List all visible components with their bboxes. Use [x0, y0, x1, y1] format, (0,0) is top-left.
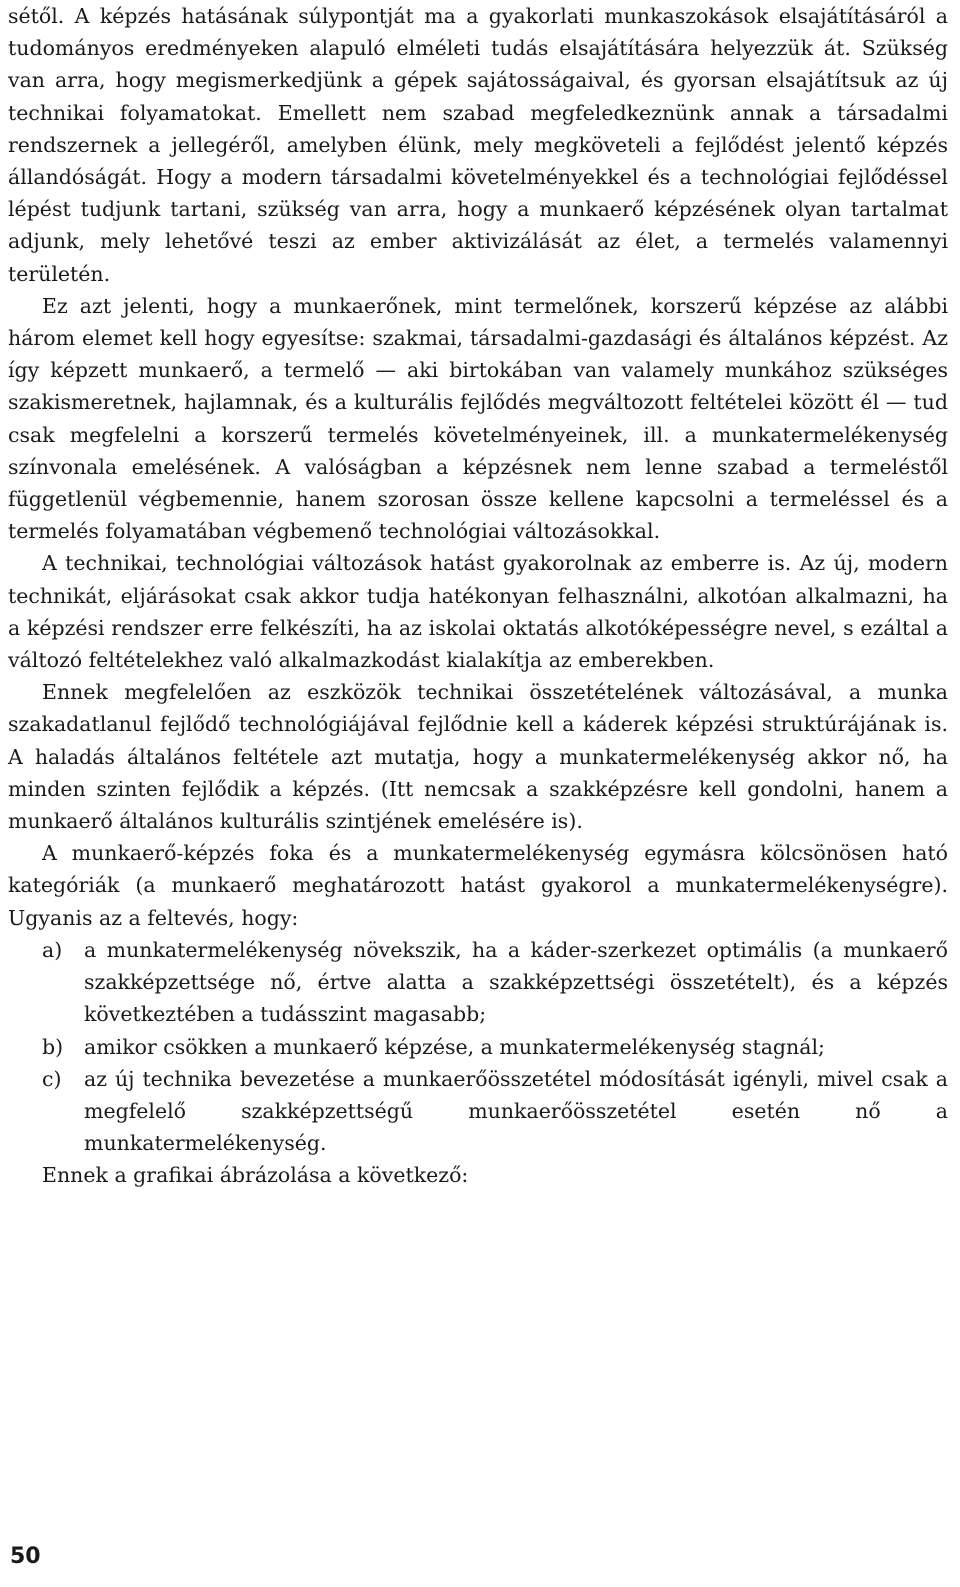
list-item-text: amikor csökken a munkaerő képzése, a munkatermelékenység stagnál; [84, 1034, 825, 1059]
closing-line: Ennek a grafikai ábrázolása a következő: [42, 1163, 469, 1188]
list-marker: b) [42, 1034, 64, 1059]
paragraph-5: A munkaerő-képzés foka és a munkatermelékenység egymásra kölcsönösen ható kategóriák (a munkaerő meghatározott hatást gyakorol a munkatermelékenységre). Ugyanis az a feltevés, hogy: [8, 841, 948, 930]
list-marker: c) [42, 1066, 62, 1091]
paragraph-4: Ennek megfelelően az eszközök technikai összetételének változásával, a munka szakadatlanul fejlődő technológiájával fejlődnie kell a káderek képzési struktúrájának is. A haladás általános feltétele azt mutatja, hogy a munkatermelékenység akkor nő, ha minden szinten fejlődik a képzés. (Itt nemcsak a szakképzésre kell gondolni, hanem a munkaerő általános kulturális szintjének emelésére is). [8, 680, 948, 834]
paragraph-1: sétől. A képzés hatásának súlypontját ma a gyakorlati munkaszokások elsajátításáról a tudományos eredményeken alapuló elméleti tudás elsajátítására helyezzük át. Szükség van arra, hogy megismerkedjünk a gépek sajátosságaival, és gyorsan elsajátítsuk az új technikai folyamatokat. Emellett nem szabad megfeledkeznünk annak a társadalmi rendszernek a jellegéről, amelyben élünk, mely megköveteli a fejlődést jelentő képzés állandóságát. Hogy a modern társadalmi követelményekkel és a technológiai fejlődéssel lépést tudjunk tartani, szükség van arra, hogy a munkaerő képzésének olyan tartalmat adjunk, mely lehetővé teszi az ember aktivizálását az élet, a termelés valamennyi területén. [8, 4, 948, 286]
list-item-a [8, 934, 948, 1031]
page-number: 50 [10, 1544, 41, 1569]
paragraph-2: Ez azt jelenti, hogy a munkaerőnek, mint termelőnek, korszerű képzése az alábbi három elemet kell hogy egyesítse: szakmai, társadalmi-gazdasági és általános képzést. Az így képzett munkaerő, a termelő — aki birtokában van valamely munkához szükséges szakismeretnek, hajlamnak, és a kulturális fejlődés megváltozott feltételei között él — tud csak megfelelni a korszerű termelés követelményeinek, ill. a munkatermelékenység színvonala emelésének. A valóságban a képzésnek nem lenne szabad a termeléstől függetlenül végbemennie, hanem szorosan össze kellene kapcsolni a termeléssel és a termelés folyamatában végbemenő technológiai változásokkal. [8, 293, 948, 544]
list-item-c [8, 1063, 948, 1160]
paragraph-3: A technikai, technológiai változások hatást gyakorolnak az emberre is. Az új, modern technikát, eljárásokat csak akkor tudja hatékonyan felhasználni, alkotóan alkalmazni, ha a képzési rendszer erre felkészíti, ha az iskolai oktatás alkotóképességre nevel, s ezáltal a változó feltételekhez való alkalmazkodást kialakítja az emberekben. [8, 551, 948, 673]
list-item-text: az új technika bevezetése a munkaerőösszetétel módosítását igényli, mivel csak a megfelelő szakképzettségű munkaerőösszetétel esetén nő a munkatermelékenység. [84, 1066, 948, 1156]
list-marker: a) [42, 937, 63, 962]
conditions-list [8, 934, 948, 1159]
list-item-b [8, 1031, 948, 1063]
page-body [8, 0, 948, 1192]
list-item-text: a munkatermelékenység növekszik, ha a káder-szerkezet optimális (a munkaerő szakképzettsége nő, értve alatta a szakképzettségi összetételt), és a képzés következtében a tudásszint magasabb; [84, 937, 948, 1027]
